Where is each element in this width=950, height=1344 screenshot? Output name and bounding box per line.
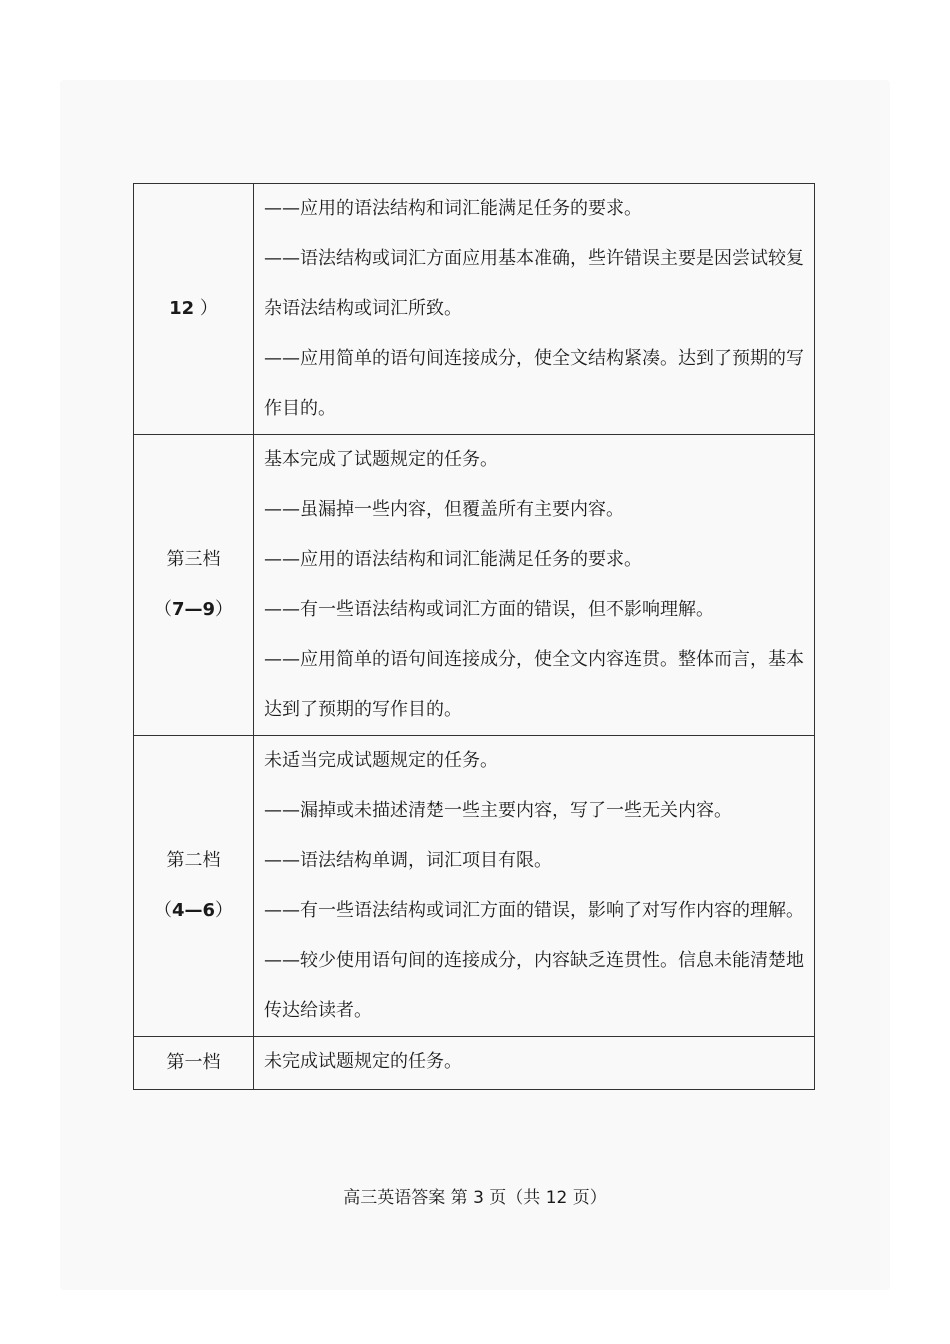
grade-range: 4—6	[171, 900, 216, 921]
description-cell	[254, 435, 815, 736]
description-cell	[254, 736, 815, 1037]
description-cell	[254, 1037, 815, 1090]
criterion-line: ——应用简单的语句间连接成分，使全文内容连贯。整体而言，基本达到了预期的写作目的。	[264, 649, 804, 720]
grade-range: 7—9	[171, 599, 216, 620]
criterion-line: 未适当完成试题规定的任务。	[264, 750, 498, 771]
criterion-line: ——语法结构或词汇方面应用基本准确，些许错误主要是因尝试较复杂语法结构或词汇所致。	[264, 248, 804, 319]
table-row	[134, 435, 815, 736]
table-row	[134, 184, 815, 435]
grade-range: 12	[169, 298, 195, 319]
criterion-line: ——语法结构单调，词汇项目有限。	[264, 850, 552, 871]
grade-paren-close: ）	[215, 599, 234, 620]
grade-paren-close: ）	[194, 298, 218, 319]
criterion-line: ——应用的语法结构和词汇能满足任务的要求。	[264, 198, 642, 219]
grade-cell	[134, 1037, 254, 1090]
criterion-line: ——较少使用语句间的连接成分，内容缺乏连贯性。信息未能清楚地传达给读者。	[264, 950, 804, 1021]
grade-paren-open: （	[153, 599, 172, 620]
criterion-line: ——应用简单的语句间连接成分，使全文结构紧凑。达到了预期的写作目的。	[264, 348, 804, 419]
grade-cell	[134, 736, 254, 1037]
criterion-line: ——漏掉或未描述清楚一些主要内容，写了一些无关内容。	[264, 800, 732, 821]
table-row	[134, 1037, 815, 1090]
grade-label: 第二档	[166, 850, 221, 871]
grade-cell	[134, 435, 254, 736]
criterion-line: 未完成试题规定的任务。	[264, 1051, 462, 1072]
criterion-line: ——虽漏掉一些内容，但覆盖所有主要内容。	[264, 499, 624, 520]
grade-label: 第一档	[166, 1052, 221, 1073]
criterion-line: ——有一些语法结构或词汇方面的错误，影响了对写作内容的理解。	[264, 900, 804, 921]
page-footer: 高三英语答案 第 3 页（共 12 页）	[343, 1188, 607, 1208]
grade-paren-open: （	[153, 900, 172, 921]
criterion-line: 基本完成了试题规定的任务。	[264, 449, 498, 470]
scoring-rubric-table	[133, 183, 815, 1090]
criterion-line: ——应用的语法结构和词汇能满足任务的要求。	[264, 549, 642, 570]
criterion-line: ——有一些语法结构或词汇方面的错误，但不影响理解。	[264, 599, 714, 620]
description-cell	[254, 184, 815, 435]
grade-paren-close: ）	[215, 900, 234, 921]
grade-label: 第三档	[166, 549, 221, 570]
grade-cell	[134, 184, 254, 435]
table-row	[134, 736, 815, 1037]
